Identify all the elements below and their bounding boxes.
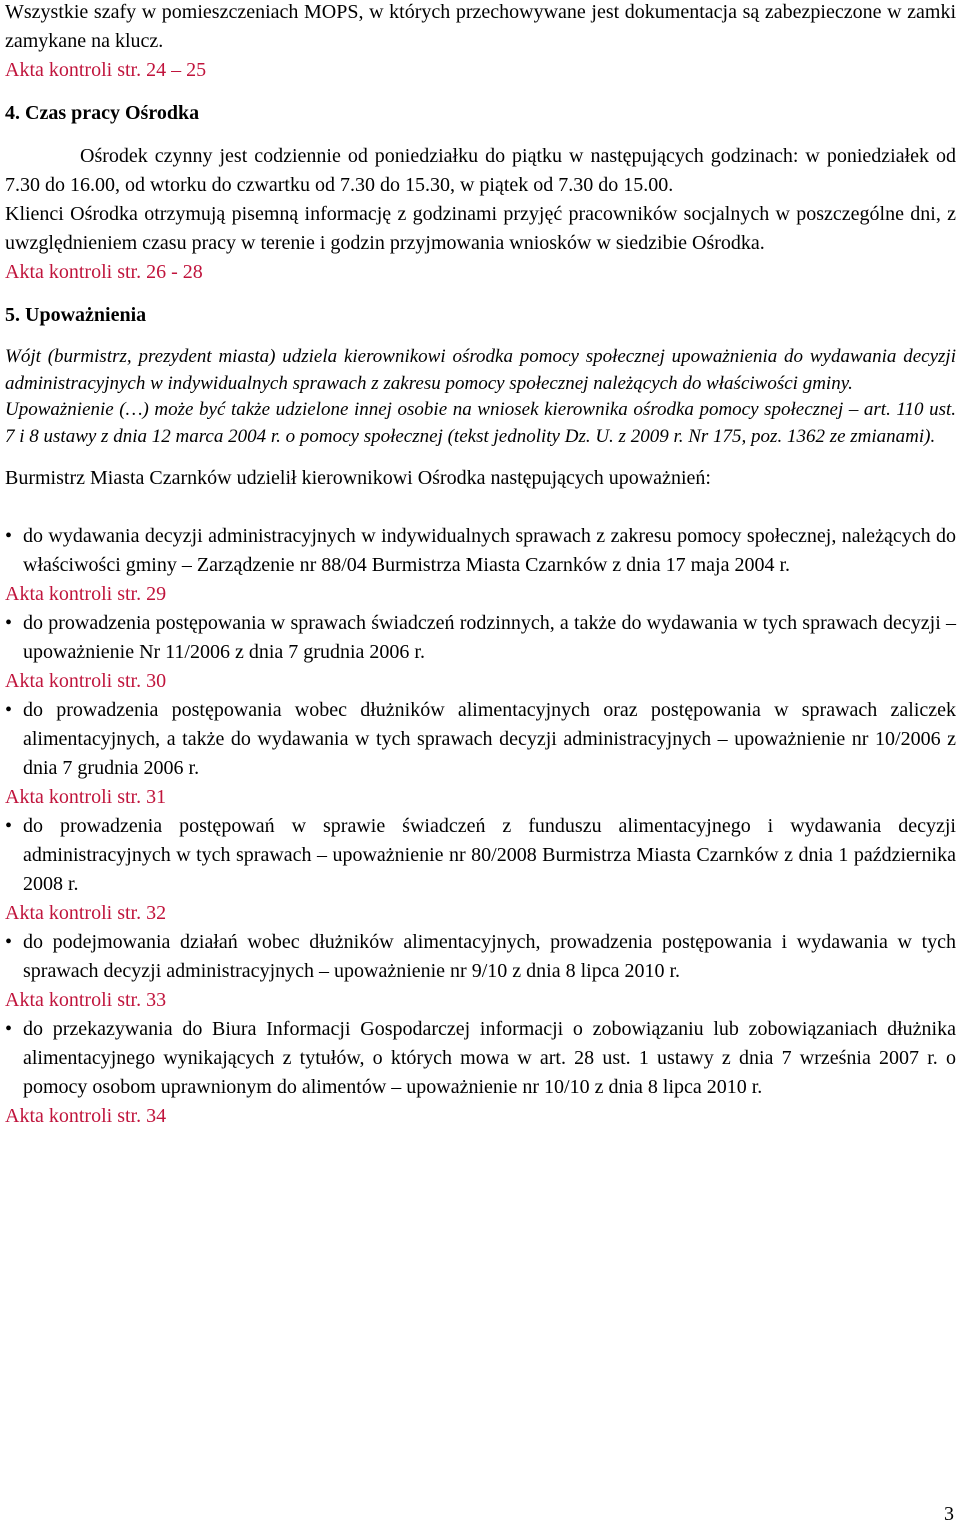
- bullet-icon: •: [5, 699, 13, 721]
- heading-working-hours: 4. Czas pracy Ośrodka: [5, 102, 200, 124]
- reference-24-25: Akta kontroli str. 24 – 25: [5, 59, 207, 81]
- authorization-list: [5, 696, 956, 783]
- authorization-list: [5, 812, 956, 899]
- reference-26-28: Akta kontroli str. 26 - 28: [5, 261, 203, 283]
- paragraph-cabinets: Wszystkie szafy w pomieszczeniach MOPS, w których przechowywane jest dokumentacja są zabezpieczone w zamki zamykane na klucz.: [5, 1, 956, 52]
- italic-paragraph-mayor: Wójt (burmistrz, prezydent miasta) udziela kierownikowi ośrodka pomocy społecznej upoważnienia do wydawania decyzji administracyjnych w indywidualnych sprawach z zakresu pomocy społecznej należących do właściwości gminy.: [5, 346, 956, 394]
- bullet-icon: •: [5, 1018, 13, 1040]
- spacer: [5, 287, 956, 301]
- authorization-list: [5, 522, 956, 580]
- document-page: [5, 0, 956, 1131]
- list-item-text: do prowadzenia postępowań w sprawie świadczeń z funduszu alimentacyjnego i wydawania decyzji administracyjnych w tych sprawach – upoważnienie nr 80/2008 Burmistrza Miasta Czarnków z dnia 1 października 2008 r.: [23, 815, 956, 895]
- list-item-text: do prowadzenia postępowania w sprawach świadczeń rodzinnych, a także do wydawania w tych sprawach decyzji – upoważnienie Nr 11/2006 z dnia 7 grudnia 2006 r.: [23, 612, 956, 663]
- list-item-text: do prowadzenia postępowania wobec dłużników alimentacyjnych oraz postępowania w sprawach zaliczek alimentacyjnych, a także do wydawania w tych sprawach decyzji administracyjnych – upoważnienie nr 10/2006 z dnia 7 grudnia 2006 r.: [23, 699, 956, 779]
- authorization-list: [5, 1015, 956, 1102]
- authorization-list: [5, 928, 956, 986]
- spacer: [5, 85, 956, 99]
- spacer: [5, 450, 956, 464]
- list-item: [5, 812, 956, 899]
- paragraph-clients: Klienci Ośrodka otrzymują pisemną informację z godzinami przyjęć pracowników socjalnych w poszczególne dni, z uwzględnieniem czasu pracy w terenie i godzin przyjmowania wniosków w siedzibie Ośrodka.: [5, 203, 956, 254]
- list-item-text: do przekazywania do Biura Informacji Gospodarczej informacji o zobowiązaniu lub zobowiązaniach dłużnika alimentacyjnego wynikających z tytułów, o których mowa w art. 28 ust. 1 ustawy z dnia 7 września 2007 r. o pomocy osobom uprawnionym do alimentów – upoważnienie nr 10/10 z dnia 8 lipca 2010 r.: [23, 1018, 956, 1098]
- spacer: [5, 128, 956, 142]
- bullet-icon: •: [5, 815, 13, 837]
- bullet-icon: •: [5, 525, 13, 547]
- authorization-list: [5, 609, 956, 667]
- list-item: [5, 1015, 956, 1102]
- reference-33: Akta kontroli str. 33: [5, 989, 167, 1011]
- spacer: [5, 330, 956, 344]
- italic-paragraph-law: Upoważnienie (…) może być także udzielone innej osobie na wniosek kierownika ośrodka pomocy społecznej – art. 110 ust. 7 i 8 ustawy z dnia 12 marca 2004 r. o pomocy społecznej (tekst jednolity Dz. U. z 2009 r. Nr 175, poz. 1362 ze zmianami).: [5, 399, 956, 447]
- list-item: [5, 522, 956, 580]
- heading-authorizations: 5. Upoważnienia: [5, 304, 147, 326]
- bullet-icon: •: [5, 931, 13, 953]
- reference-31: Akta kontroli str. 31: [5, 786, 167, 808]
- list-item-text: do podejmowania działań wobec dłużników alimentacyjnych, prowadzenia postępowania i wydawania w tych sprawach decyzji administracyjnych – upoważnienie nr 9/10 z dnia 8 lipca 2010 r.: [23, 931, 956, 982]
- page-number: 3: [944, 1503, 954, 1525]
- list-item: [5, 928, 956, 986]
- list-item: [5, 696, 956, 783]
- paragraph-authorizations-intro: Burmistrz Miasta Czarnków udzielił kierownikowi Ośrodka następujących upoważnień:: [5, 467, 711, 489]
- reference-30: Akta kontroli str. 30: [5, 670, 167, 692]
- list-item: [5, 609, 956, 667]
- paragraph-hours: Ośrodek czynny jest codziennie od poniedziałku do piątku w następujących godzinach: w poniedziałek od 7.30 do 16.00, od wtorku do czwartku od 7.30 do 15.30, w piątek od 7.30 do 15.00.: [5, 145, 956, 196]
- reference-34: Akta kontroli str. 34: [5, 1105, 167, 1127]
- bullet-icon: •: [5, 612, 13, 634]
- reference-29: Akta kontroli str. 29: [5, 583, 167, 605]
- reference-32: Akta kontroli str. 32: [5, 902, 167, 924]
- spacer: [5, 493, 956, 522]
- list-item-text: do wydawania decyzji administracyjnych w indywidualnych sprawach z zakresu pomocy społecznej, należących do właściwości gminy – Zarządzenie nr 88/04 Burmistrza Miasta Czarnków z dnia 17 maja 2004 r.: [23, 525, 956, 576]
